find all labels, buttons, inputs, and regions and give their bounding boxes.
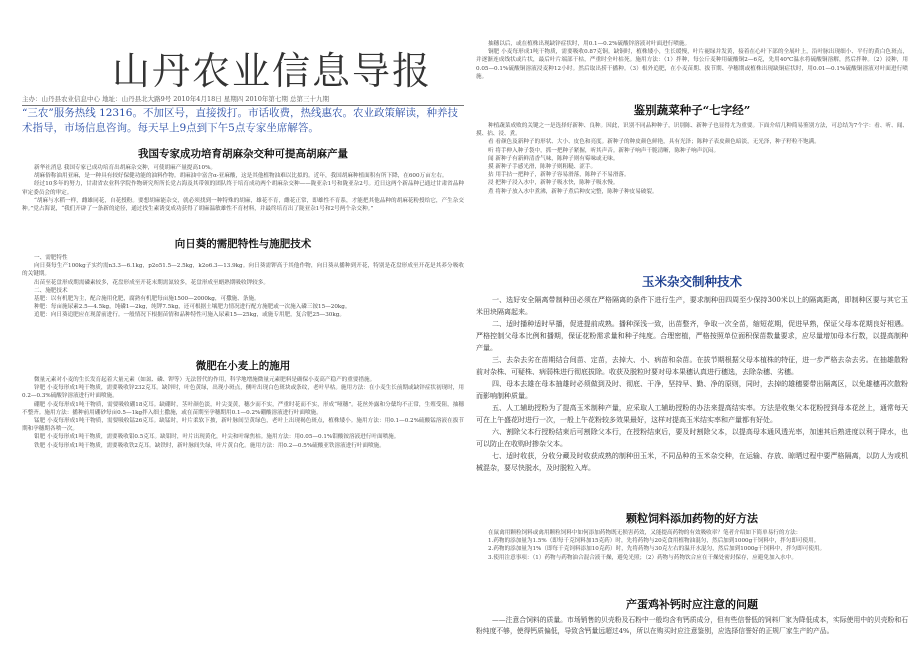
article-paragraph: 二、施肥技术 xyxy=(34,287,68,294)
article-paragraph: 闻 新种子有新鲜清香气味，陈种子则有霉味或无味。 xyxy=(488,155,619,162)
article-paragraph: 3.使用注意事项：（1）药物与药物油合混合液干燥，避免光照；（2）药物与药物饮合应在干燥处密封保存，应避免加入水中。 xyxy=(488,554,797,561)
article-paragraph: 铜肥 小麦每形成1吨干物质，需要吸收0.87克铜。缺铜时，植株矮小，生长缓慢，叶片褪绿并发黄，接着在心叶下部的全展叶上，沿叶脉出现细小、平行的黄白色斑点，并逐渐连成线状或片状，最后叶片端部干枯，严重时全叶枯死。施用方法：（1）拌种，每公斤麦种用硫酸铜2—6克，先用40℃温水将硫酸铜溶解，然后拌种。（2）浸种，用0.05—0.1%硫酸铜溶液浸麦种12小时。然后取出捞干播种。（3）根外追肥，在小麦苗期、拔节期、孕穗期或植株出现缺铜症状时，用0.01—0.1%硫酸铜溶液对叶面进行喷施。 xyxy=(476,49,908,80)
article-title: 我国专家成功培育胡麻杂交种可提高胡麻产量 xyxy=(138,148,348,160)
article-paragraph: 在鼠禽用颗粒饲料或禽用颗粒饲料中如何添加药物既无损害药效，又能提高药物的有效吸收率？笔者介绍如下简单易行的方法： xyxy=(488,530,802,536)
article-paragraph: 1.药物的添加量为1.5%（即每千克饲料加15克药）时，先将药物与20克食用植物油混匀，然后加到1000g干饲料中，拌匀即可使用。 xyxy=(488,538,820,545)
article-title: 玉米杂交制种技术 xyxy=(641,274,742,289)
article-wheat-micronutrient xyxy=(22,358,464,450)
article-layer-calcium xyxy=(476,596,908,637)
issue-meta: 主办：山丹县农业信息中心 地址：山丹县北大路9号 2010年4月18日 星期四 2010年第七期 总第三十九期 xyxy=(22,94,464,106)
article-paragraph: 铁肥 小麦每形成1吨干物质，需要吸收铁2克耳。缺铁时，新叶脉间失绿，叶片黄白化。施用方法：用0.2—0.5%硫酸亚铁溶液进行叶面喷施。 xyxy=(34,442,385,449)
masthead-title: 山丹农业信息导报 xyxy=(112,49,433,93)
article-paragraph: 一、需肥特性 xyxy=(34,255,68,261)
article-paragraph: 浸 把种子浸入水中，新种子吸水快，陈种子吸水慢。 xyxy=(488,180,619,187)
article-paragraph: 基肥：以有机肥为主，配合施用化肥，腐熟有机肥每亩施1500—2000kg，可撒施、条施。 xyxy=(34,296,260,303)
article-paragraph: 听 将手伸入种子袋中，抓一把种子紧握，听其声音。新种子响声干脆清晰，陈种子响声沉闷。 xyxy=(488,147,720,154)
article-paragraph: 摸 新种子手感光滑，陈种子则粗糙、涩手。 xyxy=(488,164,597,171)
article-paragraph: “胡麻与水稻一样，雌雄同花，自花授粉。要想胡麻能杂交，就必须找到一种特殊的胡麻，雄花不育，雌花正常，即雄性不育系，才能把其他品种的胡麻花粉授给它，产生杂交种。”党占海说，“我们开辟了一条新的途径，通过找生素诱变成功获得了胡麻温敏雄性不育材料，并最终培育出了陇亚杂1号和2号两个杂交种。” xyxy=(22,197,464,213)
article-feed-drug xyxy=(476,510,908,562)
article-corn-hybrid xyxy=(476,272,908,474)
article-paragraph: 硼肥 小麦每形成1吨干物质，需要吸收硼18克耳。缺硼时，茎叶颜色淡，叶尖变黄，穗少而不实，严重时花而不实，形成“哑穗”。花丝外露和分蘖均不正常，生殖受阻，抽穗不整齐。施用方法：播种前用硼砂每亩0.5—1kg拌入细土撒施，或在苗期至孕穗期用0.1—0.2%硼酸溶液进行叶面喷施。 xyxy=(22,401,464,416)
article-title: 鉴别蔬菜种子“七字经” xyxy=(633,103,751,117)
article-paragraph: 新华社消息 我国专家已成功培育出胡麻杂交种，可使胡麻产量提高10%。 xyxy=(34,165,217,171)
article-paragraph: 2.药物的添加量为1%（即每千克饲料添加10克药）时，先将药物与30克左右的温开水混匀，然后加到1000g干饲料中，拌匀即可使用。 xyxy=(488,546,826,553)
article-sunflower-fertilizer xyxy=(22,236,464,320)
article-paragraph: 煮 将种子放入水中煮沸，新种子煮后种皮完整，陈种子种皮易破裂。 xyxy=(488,188,658,195)
article-paragraph: ——注意合饲料的质量。市场销售的贝壳粉及石粉中一般均含有钙质成分，但有些信誉低的饲料厂家为降低成本，实际使用中的贝壳粉和石粉纯度不够，使得钙质偏低，导致含钙量远超过4%，所以在购买时应注意鉴别，应选择信誉好的正规厂家生产的产品。 xyxy=(476,616,908,635)
article-paragraph: 六、割除父本行授粉结束后可割除父本行，在授粉结束后，要及时割除父本，以提高母本通风透光率，加速其后熟进度以利于降水，也可以防止在收购时掺杂父本。 xyxy=(476,428,908,448)
article-paragraph: 出苗至花盘形成期需磷素较多，花盘形成至开花末期需氮较多，花盘形成至蜡熟期吸收钾较多。 xyxy=(34,279,269,286)
article-paragraph: 种肥：每亩施尿素2.5—4.5kg，纯磷1—2kg，纯钾7.5kg，还可根据土壤肥力情况进行配方施肥或一次施入磷三铵15—20kg。 xyxy=(34,304,351,311)
article-paragraph: 三、去杂去劣在苗期结合间苗、定苗，去掉大、小、病苗和杂苗。在拔节期根据父母本植株的特征，进一步严格去杂去劣。在抽雄散粉前对杂株、可疑株、病弱株进行彻底拔除。收获及脱粒时要对母本果穗认真进行穗选，去除杂穗、劣穗。 xyxy=(476,356,908,376)
article-paragraph: 种植蔬菜成败的关键之一是选择好新种、良种。因此，识别不同品种种子，识别陈、新种子也显得尤为重要。下面介绍几种简易鉴别方法，可总结为7个字：看、听、闻、摸、拈、浸、煮。 xyxy=(476,123,908,138)
article-title: 微肥在小麦上的施用 xyxy=(195,360,291,372)
article-paragraph: 锰肥 小麦每形成1吨干物质，需要吸收锰26克耳。缺锰时，叶片柔软下披，新叶脉间呈黄绿色，老叶上出现褐色斑点，植株矮小。施用方法：用0.1—0.2%硫酸锰溶液在拔节期和孕穗期各喷一次。 xyxy=(22,418,464,433)
article-paragraph: 追肥：向日葵追肥应在现蕾前进行。一般情况下根据苗情和品种特性可施入尿素15—25kg，或施专用肥，复合肥25—30kg。 xyxy=(34,312,345,319)
article-paragraph: 经过10多年的努力，甘肃省农业科学院作物研究所所长党占海及其带领的团队终于培育成功两个胡麻杂交种——陇亚杂1号和陇亚杂2号。近日这两个新品种已通过甘肃省品种审定委员会的审定。 xyxy=(22,181,464,196)
hotline-promo: “三农”服务热线 12316。不加区号，直接拨打。市话收费，热线惠农。农业政策解读，种养技术指导，市场信息咨询。每天早上9点到下午5点专家坐席解答。 xyxy=(22,107,458,134)
article-paragraph: 胡麻俗称油用亚麻，是一种具有较好保健功能的油料作物。胡麻油中富含α-亚麻酸，这是其他植物油难以比拟的。近年，我国胡麻种植面积有所下降，在600万亩左右。 xyxy=(34,173,448,180)
article-paragraph: 微量元素对小麦的生长发育起着大量元素（如氮、磷、钾等）无法替代的作用，科学地增施微量元素肥料是确保小麦高产稳产的重要措施。 xyxy=(34,377,376,383)
article-paragraph: 拈 用手拈一把种子，新种子容易滑落，陈种子不易滑落。 xyxy=(488,172,630,179)
masthead xyxy=(22,40,464,95)
article-paragraph: 一、选好安全隔离带制种田必须在严格隔离的条件下进行生产，要求制种田四周至少保持300米以上的隔离距离，即制种区要与其它玉米田块隔离起来。 xyxy=(476,296,908,316)
article-paragraph: 二、适时播种适时早播，促进提前成熟。播种深浅一致，出苗整齐，争取一次全苗，缩短花期，促进早熟，保证父母本花期良好相遇。严格控制父母本比例和播期，保证花粉需求量和种子纯度。合理密植，严格按照单位面积保苗数量要求，应尽量增加母本行数，以提高制种产量。 xyxy=(476,320,908,352)
article-vegetable-seed xyxy=(476,102,908,196)
article-paragraph: 抽穗以后，或在植株出现缺锌症状时，用0.1—0.2%硫酸锌溶液对叶面进行喷施。 xyxy=(488,41,691,47)
article-paragraph: 向日葵每生产100kg子实约需n3.3—6.1kg，p2o51.5—2.5kg，k2o6.3—13.9kg。向日葵需钾高于其他作物，向日葵从播种到开花，特别是花盘形成至开花是其养分吸收的关键期。 xyxy=(22,263,464,278)
article-paragraph: 锌肥 小麦每形成1吨干物质，需要吸收锌232克耳。缺锌时，叶色黄绿，出现小斑点，侧叶出现白色斑块或条纹，老叶早枯。施用方法：在小麦生长前期或缺锌症状初现时，用0.2—0.3%硫酸锌溶液进行叶面喷施。 xyxy=(22,385,464,400)
article-title: 颗粒饲料添加药物的好方法 xyxy=(626,512,758,525)
article-wheat-continued xyxy=(476,40,908,81)
article-title: 产蛋鸡补钙时应注意的问题 xyxy=(626,598,758,611)
article-title: 向日葵的需肥特性与施肥技术 xyxy=(174,238,312,250)
article-paragraph: 四、母本去雄在母本抽雄时必须做到及时、彻底、干净，坚持早、勤、净的原则，同时，去掉的雄穗要带出隔离区，以免雄穗再次散粉而影响制种质量。 xyxy=(476,380,908,400)
article-paragraph: 七、适时收获，分收分藏及时收获成熟的制种田玉米，不同品种的玉米杂交种，在运输、存放、晾晒过程中要严格隔离，以防人为或机械混杂，要尽快脱水，及时脱粒入库。 xyxy=(476,452,908,472)
article-paragraph: 五、人工辅助授粉为了提高玉米制种产量，应采取人工辅助授粉的办法来提高结实率。方法是收集父本花粉授到母本花丝上，通常每天可在上午盛花时进行一次，一般上午花粉较多效果最好，这样对提高玉米结实率和产量都有好处。 xyxy=(476,404,908,424)
article-paragraph: 钼肥 小麦每形成1吨干物质，需要吸收钼0.5克耳。缺钼时，叶片出现黄化，叶尖和叶缘焦枯。施用方法：用0.05—0.1%钼酸铵溶液进行叶面喷施。 xyxy=(34,434,400,441)
article-paragraph: 看 看颜色及新种子的形状、大小、皮色和亮度。新种子的种皮颜色鲜艳，具有光泽；陈种子表皮颜色暗淡，无光泽，种子籽粒不饱满。 xyxy=(488,139,820,146)
article-flax-hybrid xyxy=(22,146,464,213)
